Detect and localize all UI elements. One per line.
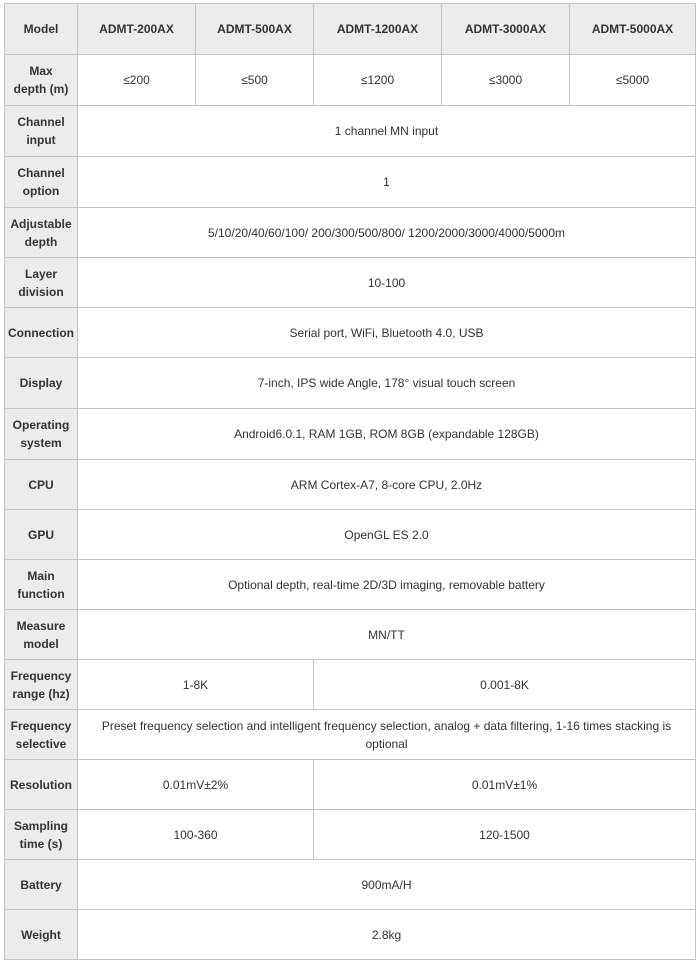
label-connection: Connection [5,308,78,358]
value-weight: 2.8kg [78,910,696,960]
label-cpu: CPU [5,460,78,510]
value-adjustable-depth: 5/10/20/40/60/100/ 200/300/500/800/ 1200/2000/3000/4000/5000m [78,208,696,258]
label-sampling-time: Sampling time (s) [5,810,78,860]
row-channel-option [5,157,696,208]
row-resolution [5,760,696,810]
value-sampling-time-high: 120-1500 [314,810,696,860]
label-weight: Weight [5,910,78,960]
row-operating-system [5,409,696,460]
spec-table [4,3,696,960]
model-header-3000: ADMT-3000AX [442,4,570,55]
label-channel-option: Channel option [5,157,78,208]
label-adjustable-depth: Adjustable depth [5,208,78,258]
row-adjustable-depth [5,208,696,258]
row-main-function [5,560,696,610]
row-frequency-selective [5,710,696,760]
header-row [5,4,696,55]
max-depth-200: ≤200 [78,55,196,106]
value-resolution-low: 0.01mV±2% [78,760,314,810]
label-frequency-selective: Frequency selective [5,710,78,760]
label-max-depth: Max depth (m) [5,55,78,106]
label-gpu: GPU [5,510,78,560]
model-header-1200: ADMT-1200AX [314,4,442,55]
label-battery: Battery [5,860,78,910]
value-measure-model: MN/TT [78,610,696,660]
value-frequency-range-high: 0.001-8K [314,660,696,710]
max-depth-5000: ≤5000 [570,55,696,106]
label-layer-division: Layer division [5,258,78,308]
value-gpu: OpenGL ES 2.0 [78,510,696,560]
value-channel-input: 1 channel MN input [78,106,696,157]
value-cpu: ARM Cortex-A7, 8-core CPU, 2.0Hz [78,460,696,510]
label-operating-system: Operating system [5,409,78,460]
row-measure-model [5,610,696,660]
row-cpu [5,460,696,510]
label-measure-model: Measure model [5,610,78,660]
label-main-function: Main function [5,560,78,610]
label-display: Display [5,358,78,409]
value-channel-option: 1 [78,157,696,208]
value-main-function: Optional depth, real-time 2D/3D imaging, removable battery [78,560,696,610]
row-frequency-range [5,660,696,710]
row-channel-input [5,106,696,157]
max-depth-500: ≤500 [196,55,314,106]
row-weight [5,910,696,960]
value-operating-system: Android6.0.1, RAM 1GB, ROM 8GB (expandable 128GB) [78,409,696,460]
model-header: Model [5,4,78,55]
label-channel-input: Channel input [5,106,78,157]
value-frequency-selective: Preset frequency selection and intelligent frequency selection, analog + data filtering, 1-16 times stacking is optional [78,710,696,760]
value-sampling-time-low: 100-360 [78,810,314,860]
value-battery: 900mA/H [78,860,696,910]
max-depth-3000: ≤3000 [442,55,570,106]
model-header-500: ADMT-500AX [196,4,314,55]
row-gpu [5,510,696,560]
row-max-depth [5,55,696,106]
value-resolution-high: 0.01mV±1% [314,760,696,810]
max-depth-1200: ≤1200 [314,55,442,106]
model-header-200: ADMT-200AX [78,4,196,55]
label-resolution: Resolution [5,760,78,810]
row-layer-division [5,258,696,308]
row-connection [5,308,696,358]
row-sampling-time [5,810,696,860]
value-frequency-range-low: 1-8K [78,660,314,710]
row-battery [5,860,696,910]
value-display: 7-inch, IPS wide Angle, 178° visual touch screen [78,358,696,409]
label-frequency-range: Frequency range (hz) [5,660,78,710]
value-connection: Serial port, WiFi, Bluetooth 4.0, USB [78,308,696,358]
value-layer-division: 10-100 [78,258,696,308]
model-header-5000: ADMT-5000AX [570,4,696,55]
row-display [5,358,696,409]
